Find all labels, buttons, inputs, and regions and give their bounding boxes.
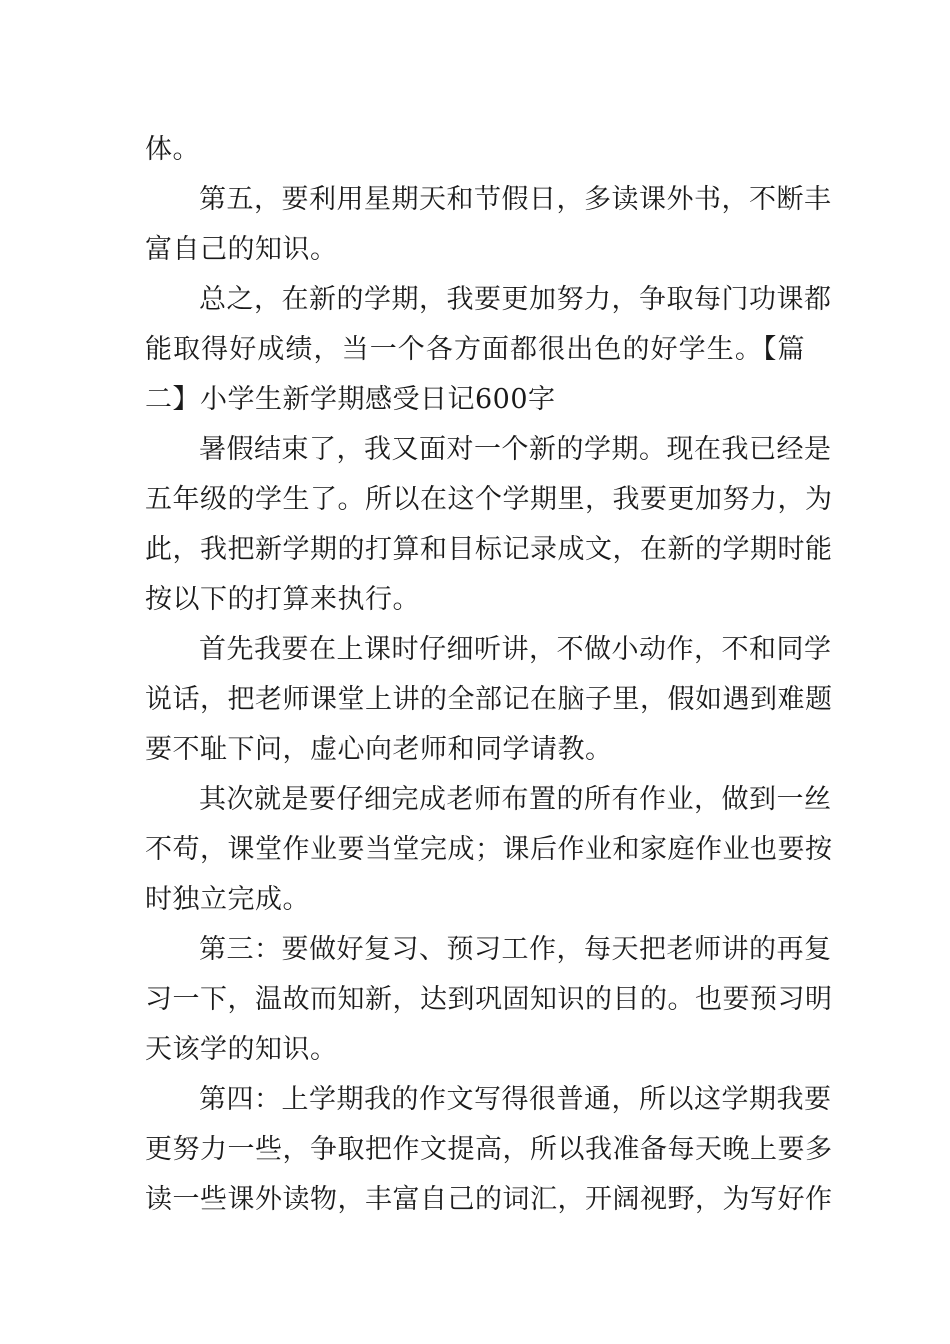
text-line: 不苟，课堂作业要当堂完成；课后作业和家庭作业也要按 (145, 834, 833, 865)
text-line: 按以下的打算来执行。 (145, 584, 420, 615)
text-line: 暑假结束了，我又面对一个新的学期。现在我已经是 (199, 434, 832, 465)
text-line: 首先我要在上课时仔细听讲，不做小动作，不和同学 (199, 634, 832, 665)
text-line: 能取得好成绩，当一个各方面都很出色的好学生。【篇 (145, 334, 805, 365)
text-line: 习一下，温故而知新，达到巩固知识的目的。也要预习明 (145, 984, 833, 1015)
text-line: 二】小学生新学期感受日记600字 (145, 384, 556, 415)
text-line: 第五，要利用星期天和节假日，多读课外书，不断丰 (199, 184, 832, 215)
text-line: 第三：要做好复习、预习工作，每天把老师讲的再复 (199, 934, 832, 965)
text-line: 说话，把老师课堂上讲的全部记在脑子里，假如遇到难题 (145, 684, 833, 715)
text-line: 总之，在新的学期，我要更加努力，争取每门功课都 (199, 284, 832, 315)
text-line: 时独立完成。 (145, 884, 310, 915)
text-line: 天该学的知识。 (145, 1034, 338, 1065)
text-line: 其次就是要仔细完成老师布置的所有作业，做到一丝 (199, 784, 832, 815)
text-line: 富自己的知识。 (145, 234, 338, 265)
text-line: 更努力一些，争取把作文提高，所以我准备每天晚上要多 (145, 1134, 833, 1165)
text-line: 要不耻下问，虚心向老师和同学请教。 (145, 734, 613, 765)
text-line: 体。 (145, 134, 200, 165)
text-line: 此，我把新学期的打算和目标记录成文，在新的学期时能 (145, 534, 833, 565)
text-line: 五年级的学生了。所以在这个学期里，我要更加努力，为 (145, 484, 833, 515)
text-line: 读一些课外读物，丰富自己的词汇，开阔视野，为写好作 (145, 1184, 833, 1215)
text-line: 第四：上学期我的作文写得很普通，所以这学期我要 (199, 1084, 832, 1115)
